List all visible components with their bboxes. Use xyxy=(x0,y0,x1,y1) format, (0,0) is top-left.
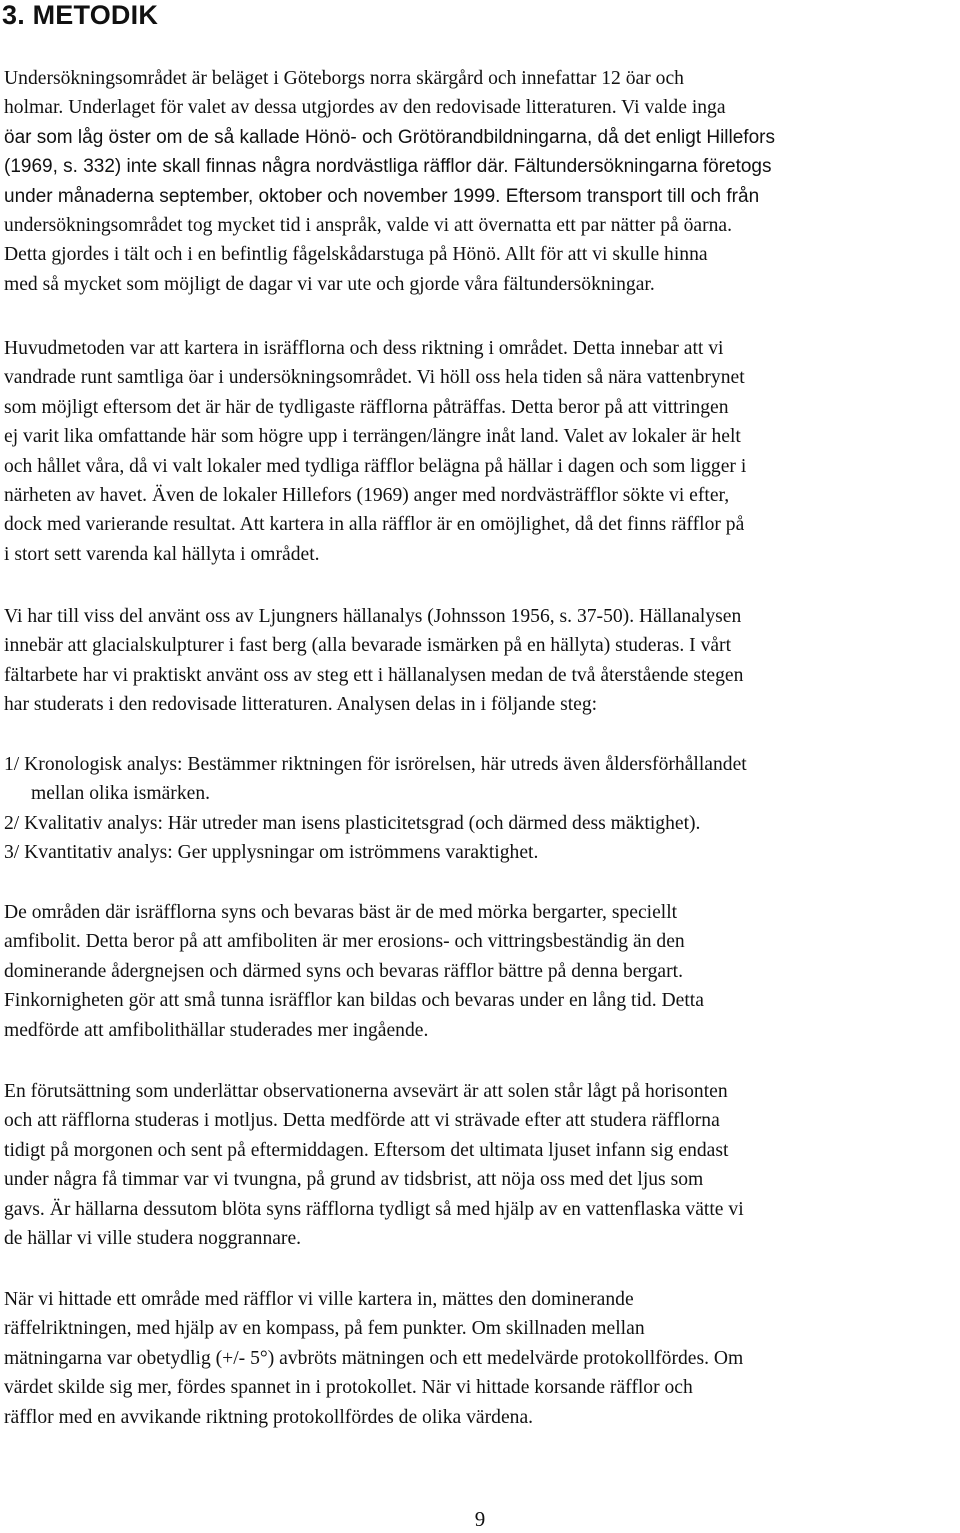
section-heading: 3. METODIK xyxy=(2,0,159,30)
text-line: De områden där isräfflorna syns och bevaras bäst är de med mörka bergarter, speciellt xyxy=(4,902,678,923)
text-line: innebär att glacialskulpturer i fast berg (alla bevarade ismärken på en hällyta) studeras. I vårt xyxy=(4,635,732,657)
text-line: holmar. Underlaget för valet av dessa utgjordes av den redovisade litteraturen. Vi valde inga xyxy=(4,97,726,119)
paragraph-measurement xyxy=(4,1285,958,1432)
list-item: 3/ Kvantitativ analys: Ger upplysningar om iströmmens varaktighet. xyxy=(4,842,539,864)
list-item: 1/ Kronologisk analys: Bestämmer riktningen för isrörelsen, här utreds även åldersförhållandet xyxy=(4,754,747,775)
text-line: En förutsättning som underlättar observationerna avsevärt är att solen står lågt på horisonten xyxy=(4,1081,728,1102)
text-line: räffelriktningen, med hjälp av en kompass, på fem punkter. Om skillnaden mellan xyxy=(4,1318,645,1340)
text-line: Huvudmetoden var att kartera in isräfflorna och dess riktning i området. Detta innebar att vi xyxy=(4,338,724,359)
text-line: har studerats i den redovisade litteraturen. Analysen delas in i följande steg: xyxy=(4,694,598,716)
text-line: medförde att amfibolithällar studerades mer ingående. xyxy=(4,1019,429,1041)
text-line: i stort sett varenda kal hällyta i området. xyxy=(4,543,320,565)
paragraph-lighting xyxy=(4,1077,958,1253)
paragraph-rock-analysis xyxy=(4,602,958,720)
text-line: öar som låg öster om de så kallade Hönö- och Grötörandbildningarna, då det enligt Hillefors xyxy=(4,126,775,148)
text-line: dock med varierande resultat. Att kartera in alla räfflor är en omöjlighet, då det finns räfflor på xyxy=(4,514,745,536)
text-line: under några få timmar var vi tvungna, på grund av tidsbrist, att nöja oss med det ljus som xyxy=(4,1169,704,1191)
paragraph-main-method xyxy=(4,334,958,569)
text-line: Vi har till viss del använt oss av Ljungners hällanalys (Johnsson 1956, s. 37-50). Hällanalysen xyxy=(4,606,742,627)
text-line: de hällar vi ville studera noggrannare. xyxy=(4,1227,302,1249)
text-line: ej varit lika omfattande här som högre upp i terrängen/längre inåt land. Valet av lokaler är helt xyxy=(4,426,741,448)
paragraph-study-area xyxy=(4,64,958,299)
text-line: dominerande ådergnejsen och därmed syns och bevaras räfflor bättre på denna bergart. xyxy=(4,960,683,982)
text-line: och hållet våra, då vi valt lokaler med tydliga räfflor belägna på hällar i dagen och som ligger i xyxy=(4,455,747,477)
text-line: Detta gjordes i tält och i en befintlig fågelskådarstuga på Hönö. Allt för att vi skulle hinna xyxy=(4,244,708,266)
text-line: fältarbete har vi praktiskt använt oss av steg ett i hällanalysen medan de två återstående stegen xyxy=(4,664,744,686)
text-line: amfibolit. Detta beror på att amfiboliten är mer erosions- och vittringsbeständig än den xyxy=(4,931,685,953)
text-line: gavs. Är hällarna dessutom blöta syns räfflorna tydligt så med hjälp av en vattenflaska vätte vi xyxy=(4,1198,744,1220)
text-line: vandrade runt samtliga öar i undersökningsområdet. Vi höll oss hela tiden så nära vattenbrynet xyxy=(4,367,745,389)
text-line: som möjligt eftersom det är här de tydligaste räfflorna påträffas. Detta beror på att vittringen xyxy=(4,396,729,418)
text-line: mätningarna var obetydlig (+/- 5°) avbröts mätningen och ett medelvärde protokollfördes. Om xyxy=(4,1347,744,1369)
list-item-continuation: mellan olika ismärken. xyxy=(31,783,211,805)
text-line: under månaderna september, oktober och november 1999. Eftersom transport till och från xyxy=(4,185,760,207)
text-line: Undersökningsområdet är beläget i Göteborgs norra skärgård och innefattar 12 öar och xyxy=(4,68,684,89)
analysis-steps-list xyxy=(4,750,958,868)
text-line: värdet skilde sig mer, fördes spannet in i protokollet. När vi hittade korsande räfflor och xyxy=(4,1377,693,1399)
text-line: (1969, s. 332) inte skall finnas några nordvästliga räfflor där. Fältundersökningarna företogs xyxy=(4,156,772,178)
text-line: närheten av havet. Även de lokaler Hillefors (1969) anger med nordvästräfflor sökte vi efter, xyxy=(4,484,730,506)
text-line: undersökningsområdet tog mycket tid i anspråk, valde vi att övernatta ett par nätter på öarna. xyxy=(4,214,732,236)
text-line: med så mycket som möjligt de dagar vi var ute och gjorde våra fältundersökningar. xyxy=(4,273,655,295)
list-item: 2/ Kvalitativ analys: Här utreder man isens plasticitetsgrad (och därmed dess mäktighet). xyxy=(4,812,701,834)
text-line: och att räfflorna studeras i motljus. Detta medförde att vi strävade efter att studera räfflorna xyxy=(4,1110,720,1132)
paragraph-rock-types xyxy=(4,898,958,1045)
text-line: räfflor med en avvikande riktning protokollfördes de olika värdena. xyxy=(4,1406,534,1428)
text-line: När vi hittade ett område med räfflor vi ville kartera in, mättes den dominerande xyxy=(4,1289,634,1310)
text-line: Finkornigheten gör att små tunna isräfflor kan bildas och bevaras under en lång tid. Detta xyxy=(4,990,704,1012)
text-line: tidigt på morgonen och sent på eftermiddagen. Eftersom det ultimata ljuset infann sig endast xyxy=(4,1139,729,1161)
page-number: 9 xyxy=(474,1507,486,1531)
